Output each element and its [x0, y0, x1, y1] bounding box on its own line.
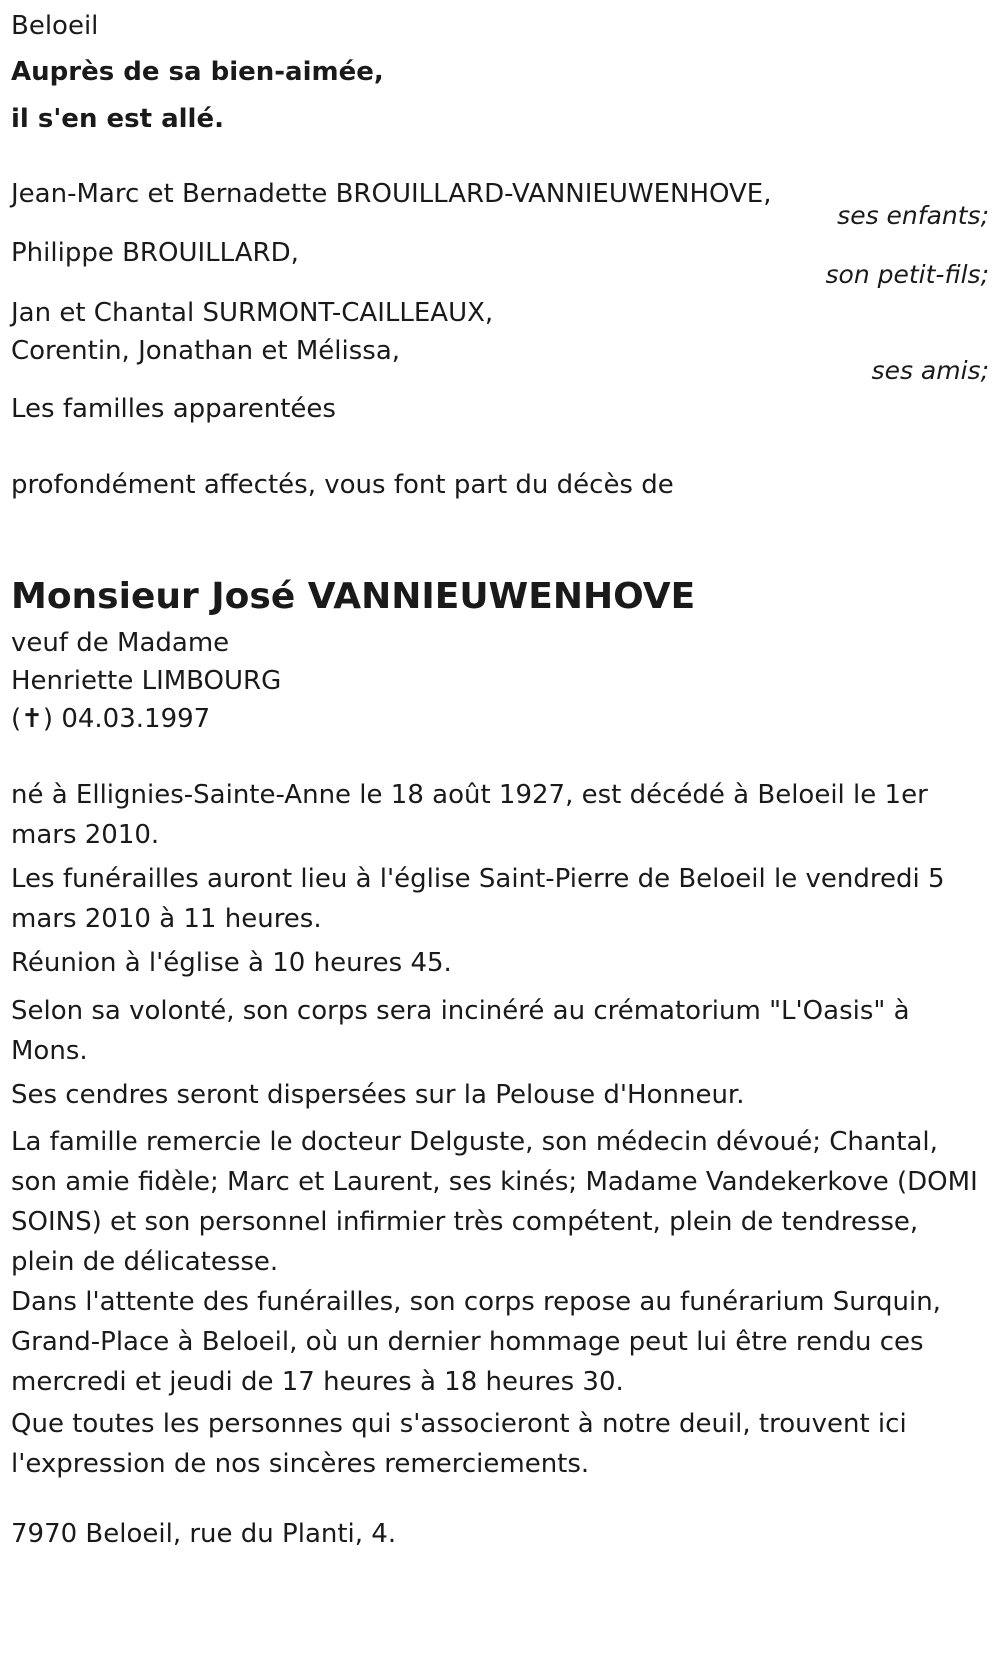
- town-heading: Beloeil: [11, 11, 99, 41]
- widow-line-3: (✝) 04.03.1997: [11, 704, 211, 734]
- family-friends-relation: ses amis;: [871, 356, 989, 385]
- paragraph-birth-death: né à Ellignies-Sainte-Anne le 18 août 1927, est décédé à Beloeil le 1er mars 2010.: [11, 780, 928, 850]
- family-children-relation: ses enfants;: [837, 201, 989, 230]
- family-grandson-name: Philippe BROUILLARD,: [11, 238, 299, 268]
- family-grandson-relation: son petit-fils;: [825, 260, 989, 289]
- paragraph-cremation: Selon sa volonté, son corps sera incinéré au crématorium "L'Oasis" à Mons.: [11, 996, 910, 1066]
- family-children-names: Jean-Marc et Bernadette BROUILLARD-VANNIEUWENHOVE,: [11, 179, 772, 209]
- paragraph-ashes: Ses cendres seront dispersées sur la Pelouse d'Honneur.: [11, 1080, 745, 1110]
- family-friends-names-2: Corentin, Jonathan et Mélissa,: [11, 336, 401, 366]
- family-relatives: Les familles apparentées: [11, 394, 336, 424]
- paragraph-meeting: Réunion à l'église à 10 heures 45.: [11, 948, 452, 978]
- announcement-text: profondément affectés, vous font part du décès de: [11, 470, 674, 500]
- widow-line-2: Henriette LIMBOURG: [11, 666, 282, 696]
- deceased-name: Monsieur José VANNIEUWENHOVE: [11, 576, 696, 617]
- paragraph-gratitude: Que toutes les personnes qui s'associeront à notre deuil, trouvent ici l'expression de nos sincères remerciements.: [11, 1409, 907, 1479]
- family-friends-names: Jan et Chantal SURMONT-CAILLEAUX,: [11, 298, 494, 328]
- paragraph-funerarium: Dans l'attente des funérailles, son corps repose au funérarium Surquin, Grand-Place à Beloeil, où un dernier hommage peut lui être rendu ces mercredi et jeudi de 17 heures à 18 heures 30.: [11, 1287, 941, 1397]
- widow-line-1: veuf de Madame: [11, 628, 230, 658]
- quote-line-1: Auprès de sa bien-aimée,: [11, 57, 384, 87]
- paragraph-funeral: Les funérailles auront lieu à l'église Saint-Pierre de Beloeil le vendredi 5 mars 2010 à 11 heures.: [11, 864, 945, 934]
- address-line: 7970 Beloeil, rue du Planti, 4.: [11, 1519, 397, 1549]
- quote-line-2: il s'en est allé.: [11, 104, 224, 134]
- paragraph-thanks: La famille remercie le docteur Delguste, son médecin dévoué; Chantal, son amie fidèle; Marc et Laurent, ses kinés; Madame Vandekerkove (DOMI SOINS) et son personnel infirmier très compétent, plein de tendresse, plein de délicatesse.: [11, 1127, 978, 1277]
